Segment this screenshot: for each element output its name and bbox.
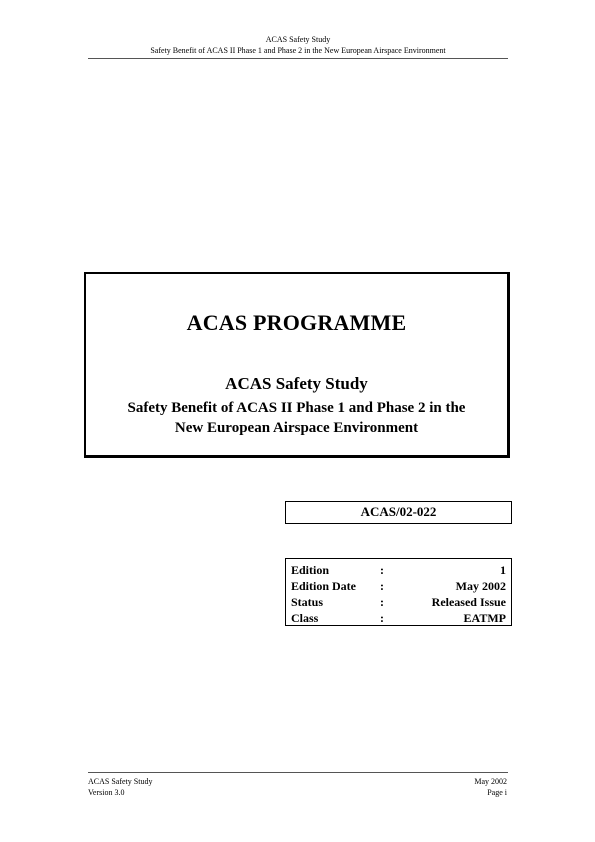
info-value: Released Issue — [431, 595, 506, 609]
info-row-status — [291, 594, 506, 610]
study-subtitle — [90, 398, 503, 438]
header-document-title: ACAS Safety Study — [265, 35, 331, 44]
info-colon: : — [380, 611, 384, 625]
footer-right — [474, 776, 507, 798]
study-subtitle-line-2: New European Airspace Environment — [174, 420, 419, 436]
page-header — [88, 34, 508, 56]
info-colon: : — [380, 595, 384, 609]
footer-left — [88, 776, 152, 798]
info-label: Edition Date — [291, 579, 357, 593]
programme-title: ACAS PROGRAMME — [186, 310, 407, 335]
info-label: Edition — [291, 563, 330, 577]
info-value: EATMP — [463, 611, 506, 625]
footer-page-number: Page i — [487, 788, 507, 797]
info-colon: : — [380, 579, 384, 593]
info-row-class — [291, 610, 506, 626]
document-reference: ACAS/02-022 — [285, 501, 512, 524]
study-subtitle-line-1: Safety Benefit of ACAS II Phase 1 and Phase 2 in the — [127, 400, 466, 416]
title-box — [84, 272, 510, 458]
header-document-subtitle: Safety Benefit of ACAS II Phase 1 and Phase 2 in the New European Airspace Environment — [150, 46, 446, 55]
info-label: Class — [291, 611, 319, 625]
footer-date: May 2002 — [474, 777, 507, 786]
footer-version: Version 3.0 — [88, 788, 125, 797]
info-label: Status — [291, 595, 324, 609]
info-value: 1 — [500, 563, 506, 577]
footer-divider — [88, 772, 508, 773]
study-title: ACAS Safety Study — [225, 374, 368, 393]
info-colon: : — [380, 563, 384, 577]
header-divider — [88, 58, 508, 59]
footer-document-title: ACAS Safety Study — [88, 777, 153, 786]
document-info-box — [285, 558, 512, 626]
info-row-edition-date — [291, 578, 506, 594]
info-value: May 2002 — [455, 579, 506, 593]
info-row-edition — [291, 562, 506, 578]
